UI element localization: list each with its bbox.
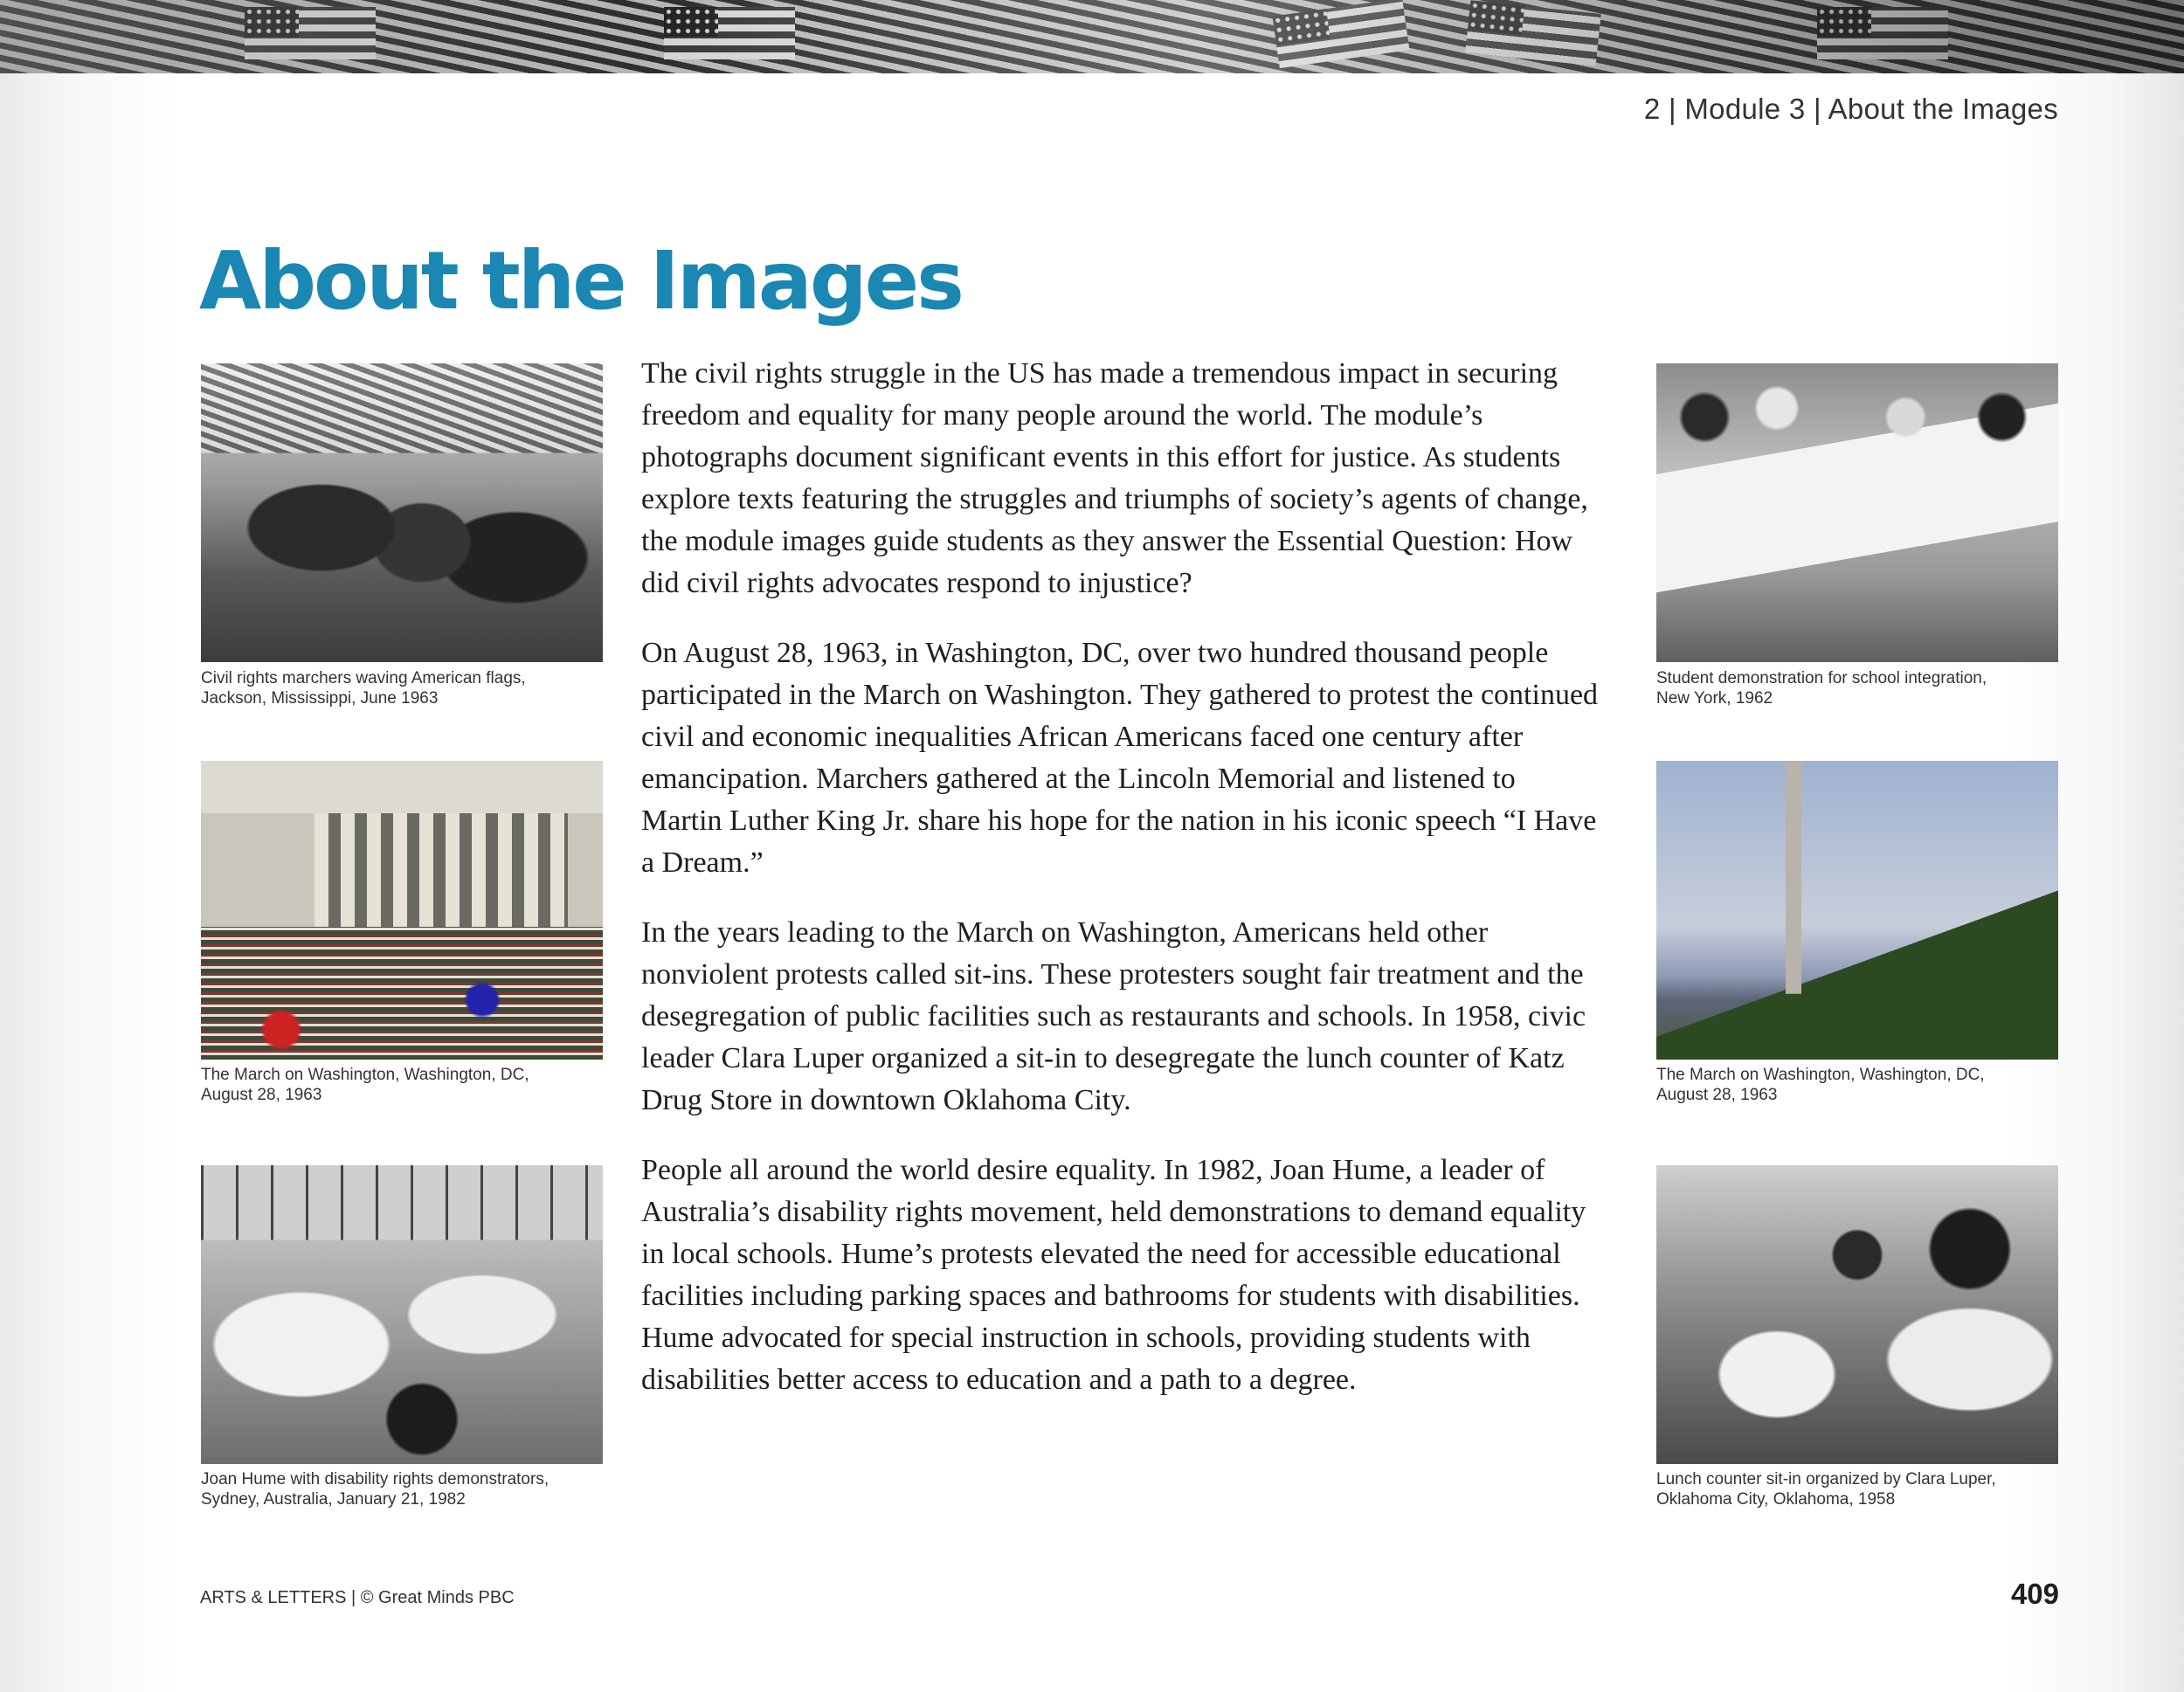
- caption-line: Jackson, Mississippi, June 1963: [201, 689, 439, 708]
- caption-line: August 28, 1963: [1656, 1086, 1778, 1104]
- body-text: [641, 353, 1602, 1429]
- page-title: About the Images: [199, 234, 962, 328]
- body-paragraph: The civil rights struggle in the US has made a tremendous impact in securing freedom and equality for many people around the world. The module’s photographs document significant events in this effort for justice. As students explore texts featuring the struggles and triumphs of society’s agents of change, the module images guide students as they answer the Essential Question: How did civil rights advocates respond to injustice?: [641, 357, 1588, 599]
- caption-line: Joan Hume with disability rights demonstrators,: [201, 1470, 549, 1488]
- photo-washington-monument-march: [1656, 761, 2058, 1060]
- body-paragraph: In the years leading to the March on Washington, Americans held other nonviolent protests called sit-ins. These protesters sought fair treatment and the desegregation of public facilities such as restaurants and schools. In 1958, civic leader Clara Luper organized a sit-in to desegregate the lunch counter of Katz Drug Store in downtown Oklahoma City.: [641, 916, 1586, 1116]
- caption-line: Oklahoma City, Oklahoma, 1958: [1656, 1490, 1896, 1509]
- photo-caption: [201, 668, 612, 708]
- caption-line: Lunch counter sit-in organized by Clara Luper,: [1656, 1470, 1996, 1488]
- body-paragraph: People all around the world desire equality. In 1982, Joan Hume, a leader of Australia’s disability rights movement, held demonstrations to demand equality in local schools. Hume’s protests elevated the need for accessible educational facilities including parking spaces and bathrooms for students with disabilities. Hume advocated for special instruction in schools, providing students with disabilities better access to education and a path to a degree.: [641, 1154, 1586, 1396]
- photo-caption: [1656, 1469, 2067, 1509]
- photo-student-demonstration: [1656, 363, 2058, 662]
- photo-caption: [201, 1065, 612, 1105]
- banner-shade: [0, 0, 2184, 73]
- header-photo-banner: [0, 0, 2184, 73]
- photo-lincoln-memorial-march: [201, 761, 603, 1060]
- photo-lunch-counter-sit-in: [1656, 1165, 2058, 1464]
- body-paragraph: On August 28, 1963, in Washington, DC, over two hundred thousand people participated in the March on Washington. They gathered to protest the continued civil and economic inequalities African Americans faced one century after emancipation. Marchers gathered at the Lincoln Memorial and listened to Martin Luther King Jr. share his hope for the nation in his iconic speech “I Have a Dream.”: [641, 637, 1599, 879]
- caption-line: Student demonstration for school integration,: [1656, 669, 1987, 687]
- photo-caption: [1656, 1065, 2067, 1105]
- running-head: 2 | Module 3 | About the Images: [1643, 93, 2058, 125]
- photo-caption: [1656, 668, 2067, 708]
- caption-line: Civil rights marchers waving American flags,: [201, 669, 526, 687]
- photo-caption: [201, 1469, 612, 1509]
- photo-marchers-with-flags: [201, 363, 603, 662]
- caption-line: The March on Washington, Washington, DC,: [201, 1066, 529, 1084]
- caption-line: The March on Washington, Washington, DC,: [1656, 1066, 1985, 1084]
- caption-line: Sydney, Australia, January 21, 1982: [201, 1490, 466, 1509]
- photo-joan-hume-demonstration: [201, 1165, 603, 1464]
- page-number: 409: [2010, 1578, 2059, 1610]
- footer-credit: ARTS & LETTERS | © Great Minds PBC: [200, 1588, 515, 1607]
- caption-line: New York, 1962: [1656, 689, 1773, 708]
- caption-line: August 28, 1963: [201, 1086, 322, 1104]
